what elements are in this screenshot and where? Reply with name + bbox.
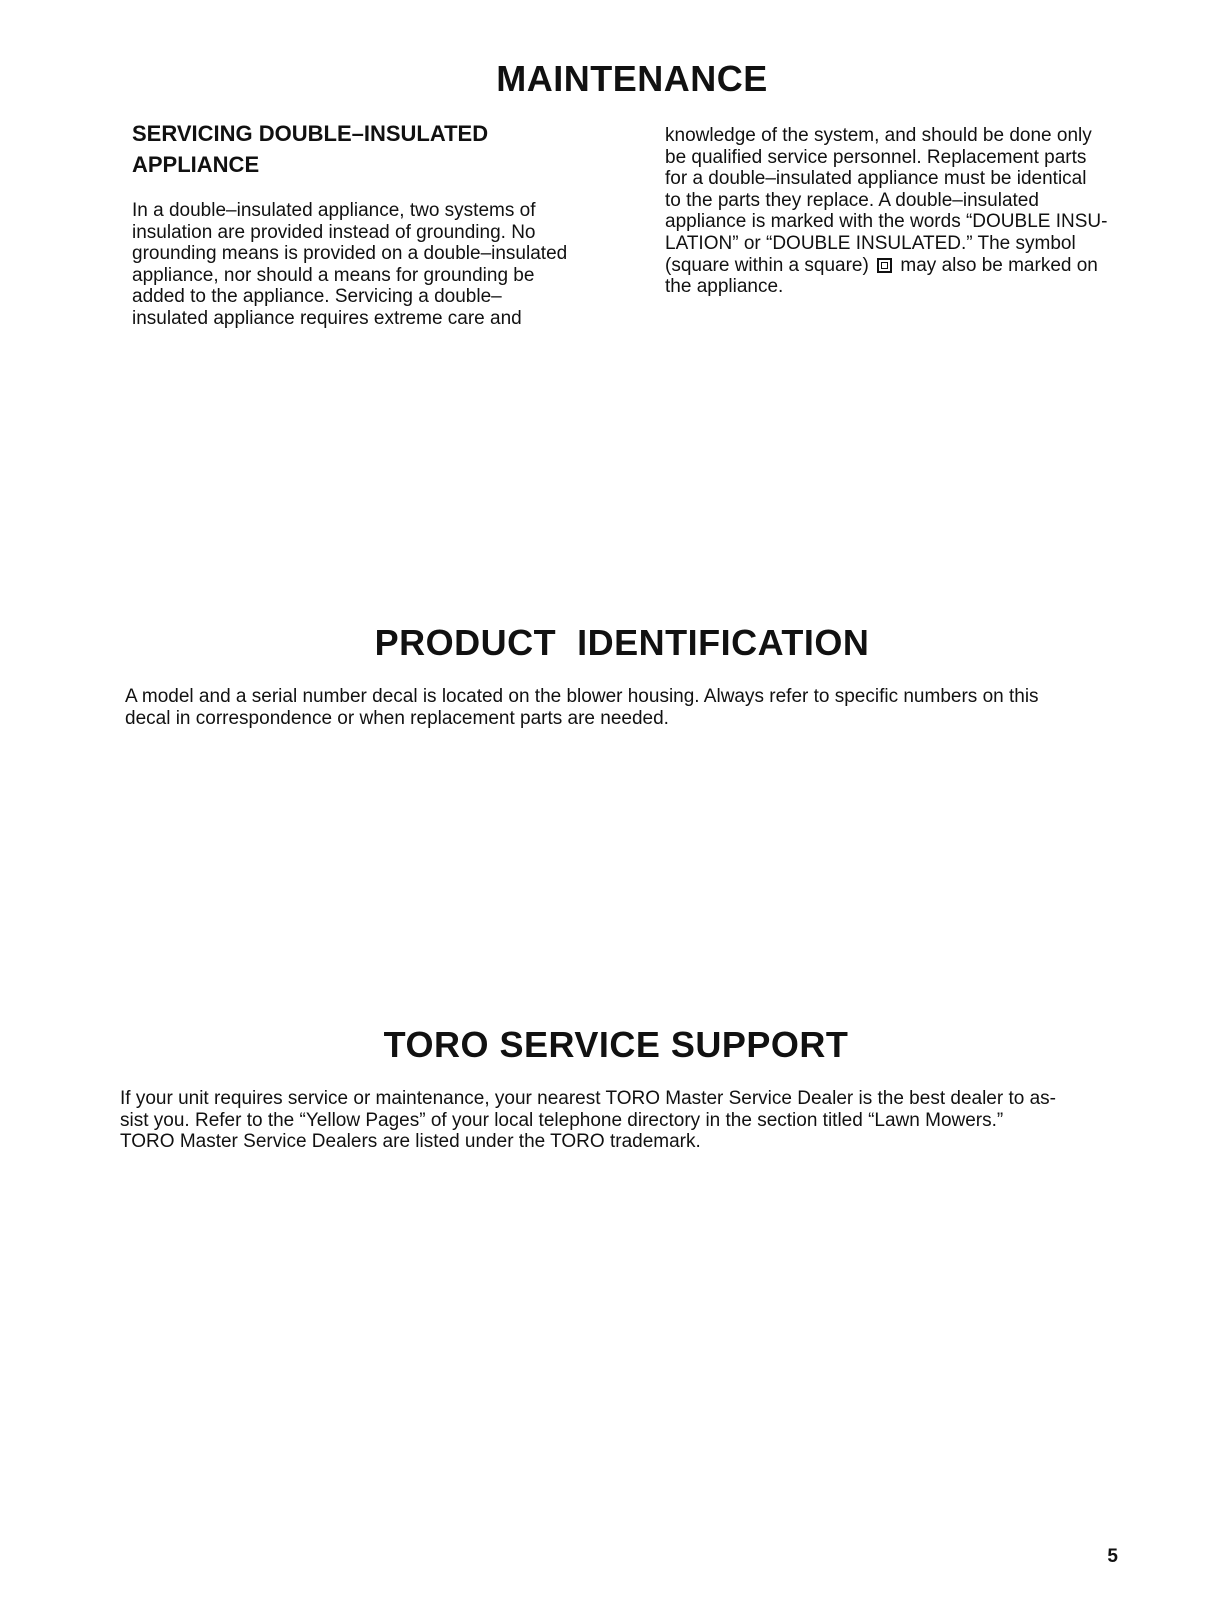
text-line: to the parts they replace. A double–insulated [665, 189, 1039, 211]
product-identification-paragraph [125, 686, 1135, 729]
symbol-text-after: may also be marked on [900, 254, 1098, 276]
text-line: be qualified service personnel. Replacement parts [665, 146, 1087, 168]
text-line: If your unit requires service or maintenance, your nearest TORO Master Service Dealer is the best dealer to as- [120, 1088, 1056, 1109]
text-line: insulated appliance requires extreme care and [132, 307, 522, 329]
maintenance-title: MAINTENANCE [496, 58, 768, 99]
text-line: A model and a serial number decal is located on the blower housing. Always refer to specific numbers on this [125, 686, 1039, 707]
text-line: appliance, nor should a means for grounding be [132, 264, 535, 286]
text-line: the appliance. [665, 276, 784, 298]
subheading-line: APPLIANCE [132, 152, 260, 177]
symbol-line [665, 255, 1165, 277]
text-line: grounding means is provided on a double–insulated [132, 243, 568, 265]
maintenance-right-column [665, 125, 1165, 298]
text-line: added to the appliance. Servicing a double– [132, 286, 502, 308]
maintenance-left-column [132, 118, 632, 330]
text-line: TORO Master Service Dealers are listed under the TORO trademark. [120, 1131, 701, 1153]
toro-service-support-paragraph [120, 1088, 1130, 1153]
text-line: In a double–insulated appliance, two systems of [132, 200, 536, 221]
text-line: decal in correspondence or when replacement parts are needed. [125, 707, 669, 729]
servicing-subheading [132, 118, 632, 180]
toro-service-support-title: TORO SERVICE SUPPORT [383, 1024, 849, 1065]
symbol-text-before: (square within a square) [665, 254, 869, 276]
servicing-paragraph-start [132, 200, 632, 330]
text-line: knowledge of the system, and should be done only [665, 125, 1092, 146]
text-line: appliance is marked with the words “DOUBLE INSU- [665, 211, 1108, 233]
text-line: sist you. Refer to the “Yellow Pages” of your local telephone directory in the section titled “Lawn Mowers.” [120, 1109, 1004, 1131]
text-line: for a double–insulated appliance must be identical [665, 168, 1087, 190]
double-insulation-icon [877, 258, 892, 273]
product-identification-title: PRODUCT IDENTIFICATION [374, 622, 870, 663]
page-number: 5 [1107, 1546, 1118, 1567]
servicing-paragraph-continued [665, 125, 1165, 298]
text-line: LATION” or “DOUBLE INSULATED.” The symbol [665, 232, 1076, 254]
text-line: insulation are provided instead of grounding. No [132, 221, 536, 243]
subheading-line: SERVICING DOUBLE–INSULATED [132, 121, 489, 146]
